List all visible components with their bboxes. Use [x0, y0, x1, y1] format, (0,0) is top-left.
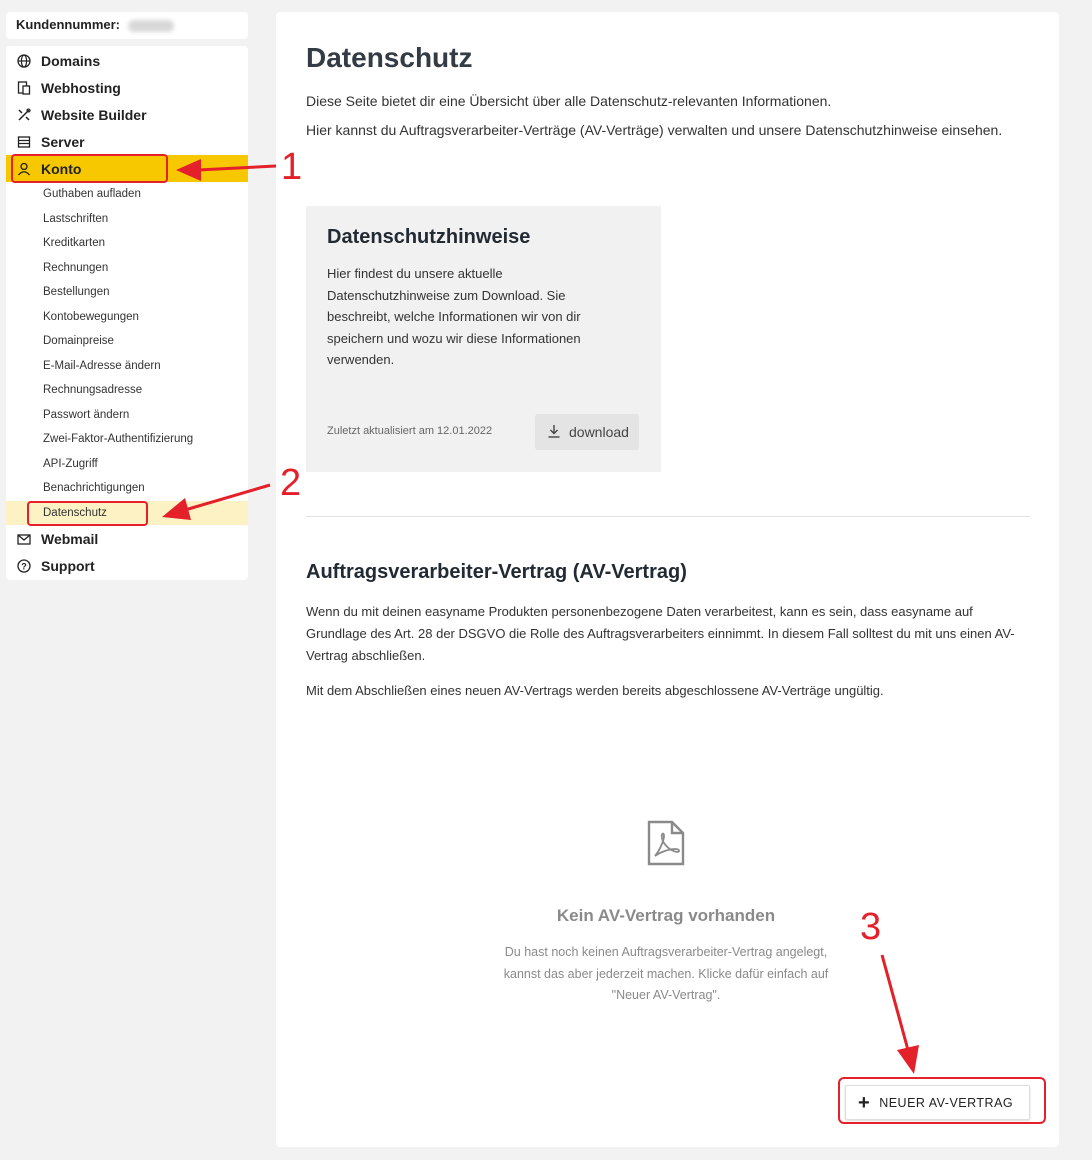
- sidebar-item-webmail[interactable]: [6, 525, 248, 552]
- sidebar-subitem-benachrichtigungen[interactable]: Benachrichtigungen: [43, 482, 145, 495]
- sidebar-item-label: Webmail: [41, 530, 99, 547]
- sidebar-item-domains[interactable]: [6, 47, 248, 74]
- sidebar-item-label: Webhosting: [41, 79, 121, 96]
- sidebar-subitem-email-aendern[interactable]: E-Mail-Adresse ändern: [43, 359, 161, 372]
- webhosting-icon: [17, 81, 31, 95]
- av-section-title: Auftragsverarbeiter-Vertrag (AV-Vertrag): [306, 561, 687, 583]
- sidebar-subitem-datenschutz[interactable]: Datenschutz: [6, 501, 248, 526]
- privacy-notice-text: Hier findest du unsere aktuelle Datenschutzhinweise zum Download. Sie beschreibt, welche Informationen wir von dir speichern und wozu wir diese Informationen verwenden.: [327, 266, 581, 367]
- plus-icon: +: [858, 1091, 871, 1114]
- customer-number-label: Kundennummer:: [16, 17, 120, 32]
- server-icon: [17, 135, 31, 149]
- download-label: download: [569, 424, 629, 440]
- page-title: Datenschutz: [306, 42, 473, 73]
- sidebar-subitem-guthaben-aufladen[interactable]: Guthaben aufladen: [43, 188, 141, 201]
- sidebar-subitem-rechnungen[interactable]: Rechnungen: [43, 261, 109, 274]
- sidebar-subitem-api-zugriff[interactable]: API-Zugriff: [43, 457, 98, 470]
- av-warning: Mit dem Abschließen eines neuen AV-Vertrags werden bereits abgeschlossene AV-Verträge ungültig.: [306, 683, 884, 698]
- annotation-number-2: 2: [280, 462, 302, 504]
- empty-state: [476, 820, 856, 1007]
- download-icon: [547, 424, 561, 441]
- sidebar-item-label: Server: [41, 133, 85, 150]
- globe-icon: [17, 54, 31, 68]
- sidebar: [6, 46, 248, 580]
- annotation-number-1: 1: [281, 146, 303, 188]
- sidebar-subitem-zwei-faktor[interactable]: Zwei-Faktor-Authentifizierung: [43, 433, 194, 446]
- new-av-contract-button[interactable]: [845, 1085, 1030, 1120]
- mail-icon: [17, 532, 31, 546]
- last-updated-text: Zuletzt aktualisiert am 12.01.2022: [327, 425, 493, 437]
- privacy-notice-card: [306, 206, 661, 472]
- empty-state-text: Du hast noch keinen Auftragsverarbeiter-Vertrag angelegt, kannst das aber jederzeit machen. Klicke dafür einfach auf "Neuer AV-Vertrag".: [503, 945, 829, 1002]
- sidebar-subitem-domainpreise[interactable]: Domainpreise: [43, 335, 114, 348]
- user-icon: [17, 162, 31, 176]
- svg-text:?: ?: [21, 561, 27, 571]
- divider: [306, 516, 1030, 517]
- download-button[interactable]: [535, 414, 639, 450]
- sidebar-subitem-lastschriften[interactable]: Lastschriften: [43, 212, 109, 225]
- sidebar-subitem-kontobewegungen[interactable]: Kontobewegungen: [43, 310, 139, 323]
- sidebar-item-label: Konto: [41, 160, 82, 177]
- intro-text-2: Hier kannst du Auftragsverarbeiter-Verträge (AV-Verträge) verwalten und unsere Datenschutzhinweise einsehen.: [306, 122, 1003, 138]
- privacy-notice-title: Datenschutzhinweise: [327, 226, 531, 248]
- sidebar-item-webhosting[interactable]: [6, 74, 248, 101]
- sidebar-item-konto[interactable]: [6, 155, 248, 182]
- sidebar-item-server[interactable]: [6, 128, 248, 155]
- intro-text-1: Diese Seite bietet dir eine Übersicht über alle Datenschutz-relevanten Informationen.: [306, 93, 832, 109]
- sidebar-item-label: Support: [41, 557, 95, 574]
- sidebar-subitem-bestellungen[interactable]: Bestellungen: [43, 286, 110, 299]
- empty-state-title: Kein AV-Vertrag vorhanden: [556, 906, 776, 925]
- customer-number: [6, 12, 248, 39]
- sidebar-item-support[interactable]: [6, 552, 248, 579]
- pdf-file-icon: [476, 820, 856, 866]
- sidebar-item-label: Website Builder: [41, 106, 147, 123]
- help-icon: [17, 559, 31, 573]
- customer-number-redacted: [128, 20, 174, 32]
- av-description: Wenn du mit deinen easyname Produkten personenbezogene Daten verarbeitest, kann es sein, dass easyname auf Grundlage des Art. 28 der DSGVO die Rolle des Auftragsverarbeiters einnimmt. In diesem Fall solltest du mit uns einen AV-Vertrag abschließen.: [306, 604, 1015, 663]
- main-content: [276, 12, 1059, 1147]
- sidebar-subitem-passwort-aendern[interactable]: Passwort ändern: [43, 408, 130, 421]
- annotation-number-3: 3: [860, 906, 882, 948]
- sidebar-subitem-kreditkarten[interactable]: Kreditkarten: [43, 237, 106, 250]
- sidebar-subitem-rechnungsadresse[interactable]: Rechnungsadresse: [43, 384, 143, 397]
- sidebar-item-website-builder[interactable]: [6, 101, 248, 128]
- new-av-contract-label: NEUER AV-VERTRAG: [879, 1095, 1014, 1110]
- tools-icon: [17, 108, 31, 122]
- sidebar-item-label: Domains: [41, 52, 101, 69]
